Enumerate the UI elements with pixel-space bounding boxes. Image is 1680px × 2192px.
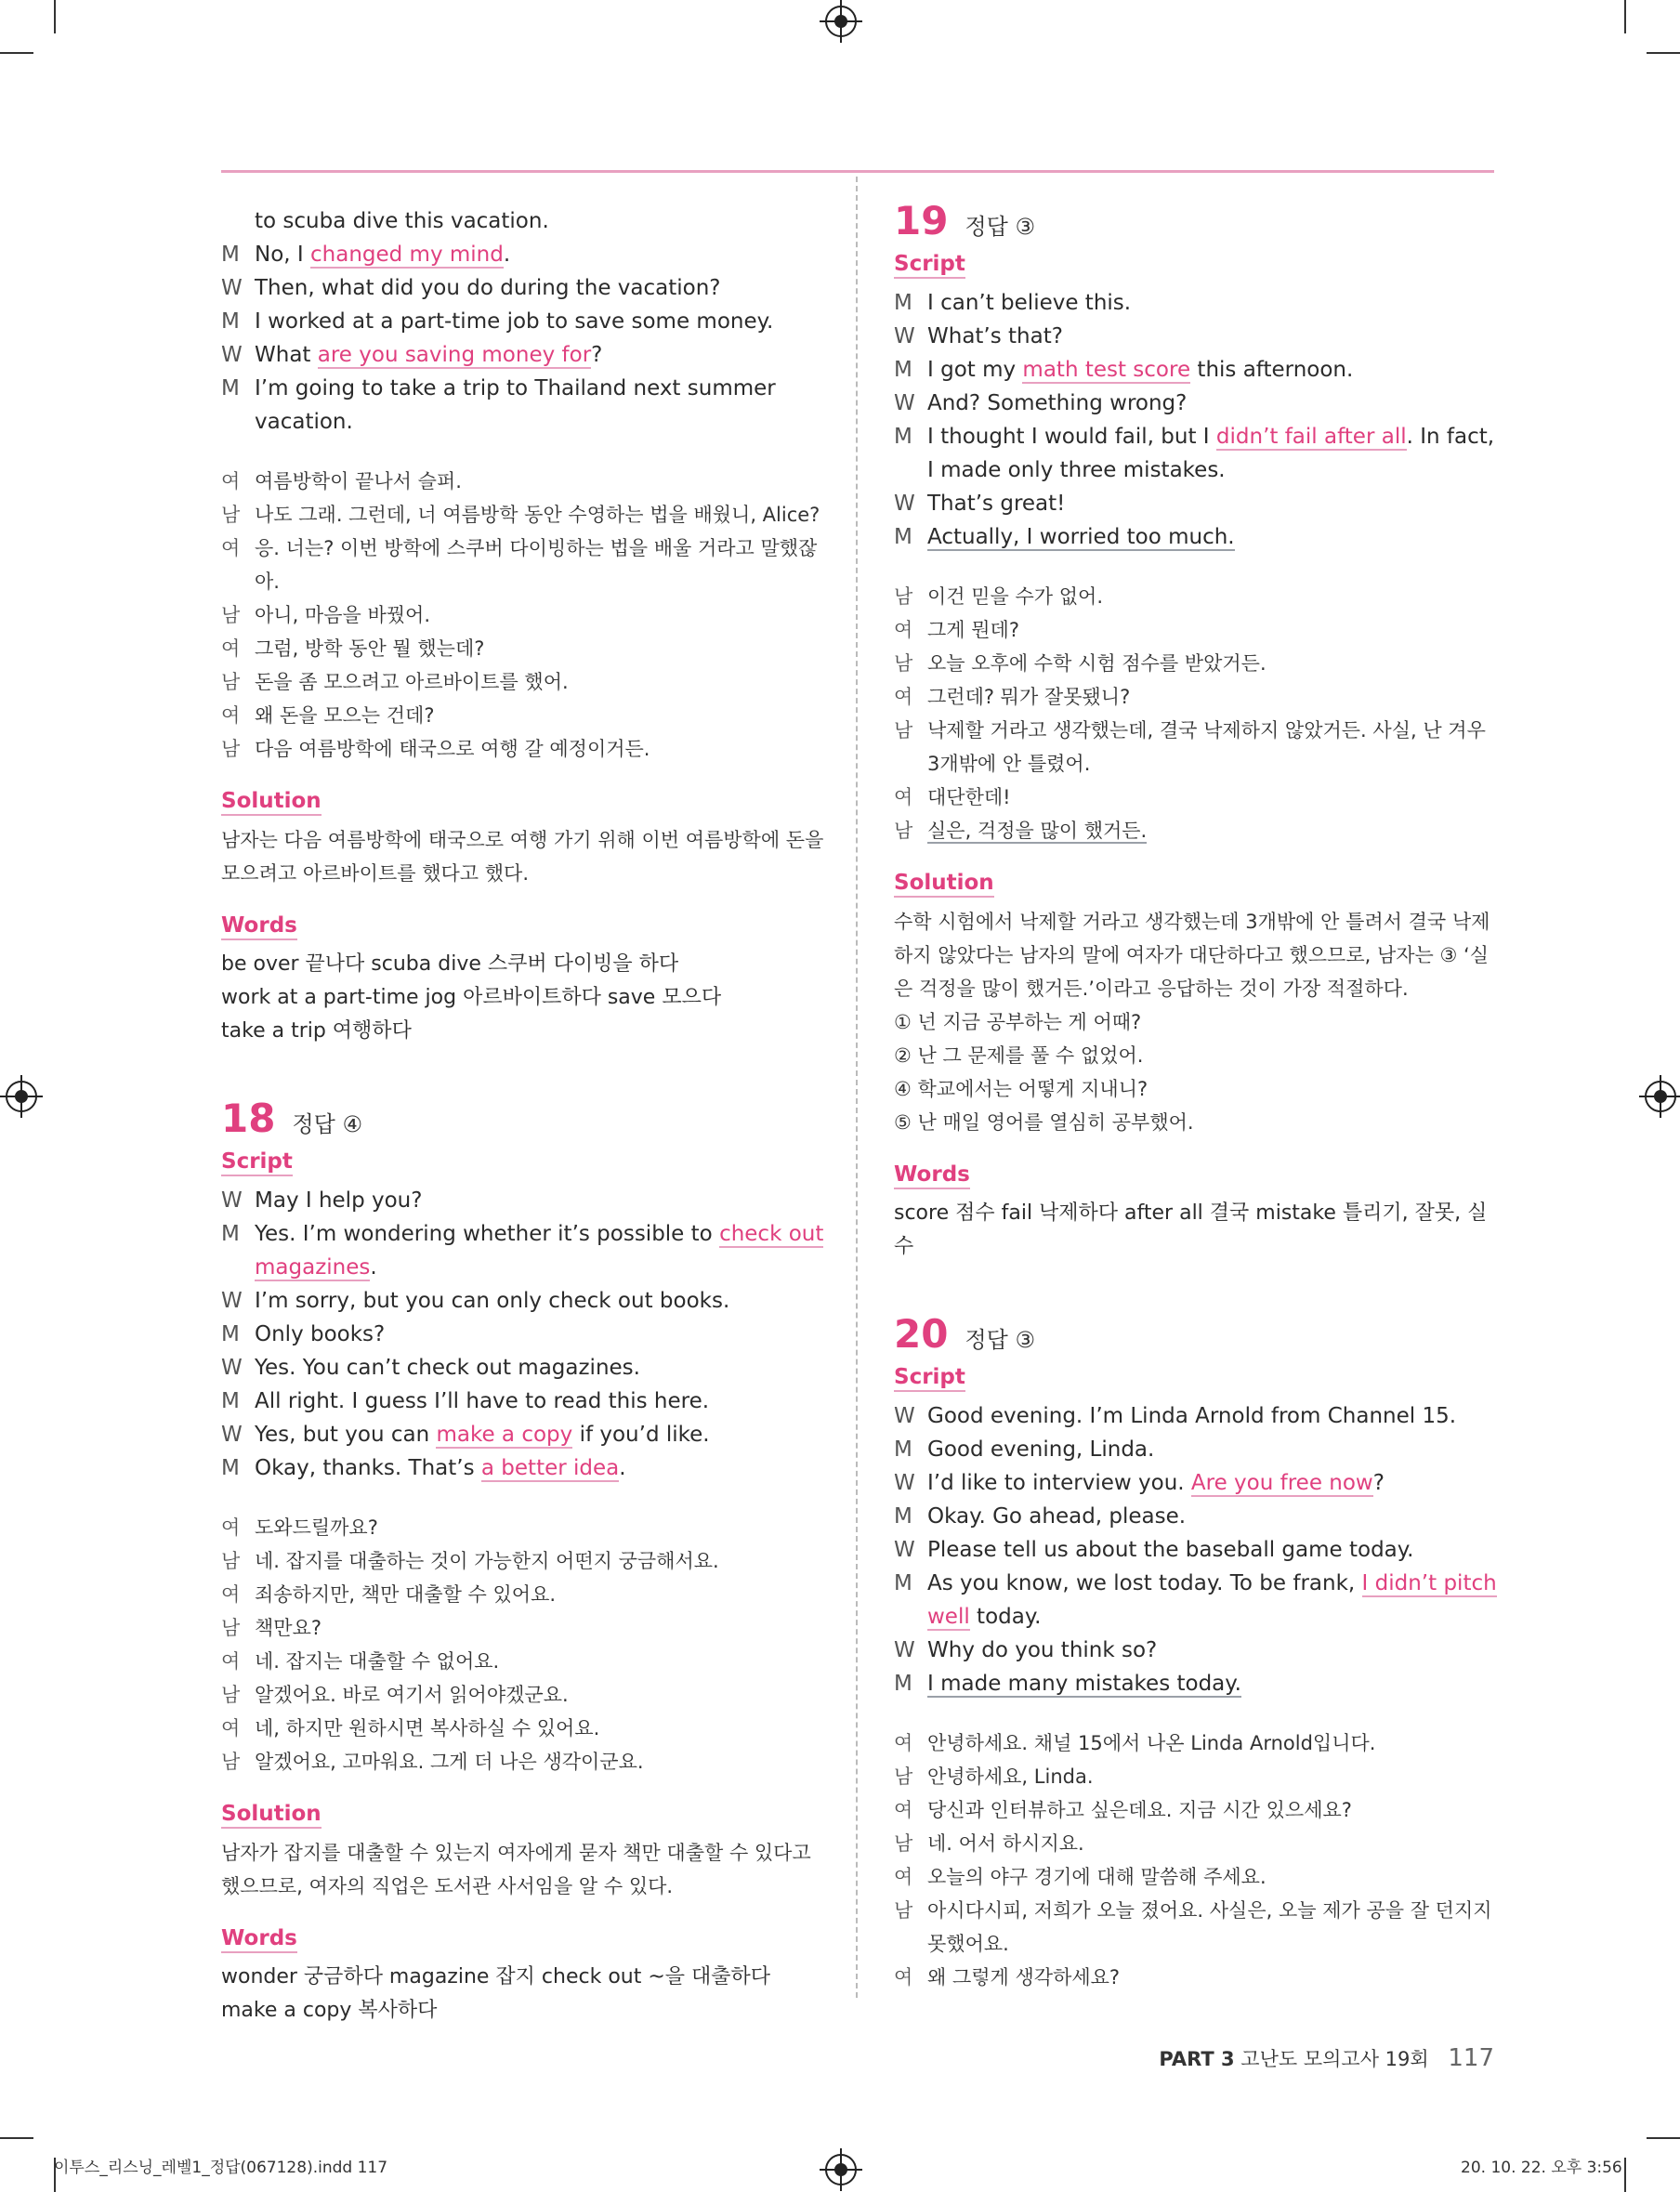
answer-highlight: didn’t fail after all — [1215, 425, 1407, 449]
dialog-line — [221, 305, 825, 338]
registration-mark-icon — [825, 6, 857, 37]
dialog-line — [894, 320, 1498, 353]
q18-solution-text: 남자가 잡지를 대출할 수 있는지 여자에게 묻자 책만 대출할 수 있다고 했으므로, 여자의 직업은 도서관 사서임을 알 수 있다. — [221, 1842, 811, 1897]
dialog-text: Yes, but you can — [255, 1423, 437, 1447]
list-item: take a trip 여행하다 — [221, 1019, 412, 1043]
translation-text: 오늘 오후에 수학 시험 점수를 받았거든. — [927, 652, 1267, 675]
dialog-line — [221, 372, 825, 439]
speaker-label: 남 — [221, 1751, 241, 1773]
translation-line — [894, 647, 1498, 680]
translation-text: 오늘의 야구 경기에 대해 말씀해 주세요. — [927, 1866, 1267, 1888]
translation-line — [221, 1611, 825, 1645]
translation-line — [221, 632, 825, 665]
dialog-text: ? — [1372, 1471, 1385, 1495]
dialog-text: I got my — [927, 358, 1023, 382]
speaker-label: 여 — [894, 1799, 913, 1821]
q19-words — [894, 1197, 1498, 1264]
speaker-label: W — [894, 1538, 915, 1562]
q17-solution-label: Solution — [221, 788, 322, 816]
q20-korean-translation — [894, 1726, 1498, 1994]
speaker-label: 남 — [894, 1832, 913, 1855]
dialog-line — [894, 1399, 1498, 1433]
dialog-text: this afternoon. — [1190, 358, 1354, 382]
answer-highlight: changed my mind — [310, 243, 504, 267]
translation-text: 실은, 걱정을 많이 했거든. — [927, 820, 1148, 842]
translation-text: 책만요? — [255, 1617, 322, 1639]
speaker-label: 남 — [894, 719, 913, 742]
q18-script — [221, 1184, 825, 1485]
translation-text: 나도 그래. 그런데, 너 여름방학 동안 수영하는 법을 배웠니, Alice? — [255, 504, 820, 526]
speaker-label: 남 — [221, 738, 241, 760]
q19-korean-translation — [894, 580, 1498, 847]
speaker-label: 여 — [221, 1583, 241, 1606]
answer-highlight: make a copy — [436, 1423, 573, 1447]
list-item: ① 넌 지금 공부하는 게 어때? — [894, 1011, 1142, 1033]
speaker-label: 여 — [221, 637, 241, 660]
speaker-label: M — [221, 243, 240, 267]
speaker-label: 남 — [221, 1550, 241, 1572]
q20-answer: 정답 ③ — [965, 1327, 1035, 1353]
left-column — [221, 204, 825, 2028]
speaker-label: M — [894, 358, 912, 382]
dialog-line — [894, 286, 1498, 320]
dialog-text: . — [503, 243, 511, 267]
translation-line — [221, 1544, 825, 1578]
translation-line — [221, 1645, 825, 1678]
dialog-text: Okay, thanks. That’s — [255, 1456, 481, 1480]
translation-text: 대단한데! — [927, 786, 1011, 808]
speaker-label: 여 — [221, 537, 241, 559]
dialog-text: . — [619, 1456, 626, 1480]
crop-mark — [54, 0, 56, 33]
dialog-text: No, I — [255, 243, 310, 267]
speaker-label: 여 — [221, 1516, 241, 1539]
speaker-label: 남 — [894, 652, 913, 675]
list-item: ② 난 그 문제를 풀 수 없었어. — [894, 1044, 1144, 1067]
q19-words-label: Words — [894, 1162, 970, 1189]
speaker-label: W — [221, 1356, 243, 1380]
dialog-line — [221, 1284, 825, 1318]
q19-header — [894, 198, 1498, 243]
speaker-label: W — [894, 324, 915, 348]
q17-words-label: Words — [221, 912, 297, 940]
speaker-label: M — [221, 1322, 240, 1346]
q18-solution-label: Solution — [221, 1801, 322, 1829]
translation-text: 도와드릴까요? — [255, 1516, 378, 1539]
speaker-label: 여 — [894, 619, 913, 641]
dialog-text: . In fact, I made only three mistakes. — [927, 425, 1495, 482]
speaker-label: 남 — [221, 604, 241, 626]
translation-text: 왜 그렇게 생각하세요? — [927, 1966, 1121, 1989]
speaker-label: M — [894, 1437, 912, 1462]
footer-title: 고난도 모의고사 19회 — [1240, 2048, 1429, 2070]
crop-mark — [0, 52, 33, 54]
answer-highlight: a better idea — [480, 1456, 620, 1480]
header-rule — [221, 170, 1494, 173]
translation-text: 돈을 좀 모으려고 아르바이트를 했어. — [255, 671, 569, 693]
translation-line — [221, 665, 825, 699]
answer-highlight: math test score — [1022, 358, 1191, 382]
translation-text: 죄송하지만, 책만 대출할 수 있어요. — [255, 1583, 557, 1606]
speaker-label: W — [221, 1289, 243, 1313]
translation-line — [221, 1511, 825, 1544]
speaker-label: 남 — [221, 504, 241, 526]
q17-script-continued — [221, 204, 825, 439]
speaker-label: W — [221, 343, 243, 367]
q19-script — [894, 286, 1498, 554]
translation-text: 이건 믿을 수가 없어. — [927, 585, 1103, 608]
page-footer — [1159, 2044, 1494, 2072]
dialog-text: As you know, we lost today. To be frank, — [927, 1571, 1362, 1595]
translation-text: 아시다시피, 저희가 오늘 졌어요. 사실은, 오늘 제가 공을 잘 던지지 못했어요. — [927, 1899, 1492, 1955]
q18-words — [221, 1961, 825, 2028]
dialog-text: All right. I guess I’ll have to read this here. — [255, 1389, 710, 1413]
translation-text: 낙제할 거라고 생각했는데, 결국 낙제하지 않았거든. 사실, 난 겨우 3개밖에 안 틀렸어. — [927, 719, 1486, 775]
dialog-line — [894, 1667, 1498, 1700]
speaker-label: M — [894, 1504, 912, 1529]
answer-highlight: are you saving money for — [317, 343, 592, 367]
speaker-label: M — [894, 1571, 912, 1595]
speaker-label: W — [894, 391, 915, 415]
translation-text: 네. 어서 하시지요. — [927, 1832, 1084, 1855]
crop-mark — [1647, 52, 1680, 54]
dialog-line — [221, 271, 825, 305]
translation-line — [221, 732, 825, 766]
q17-solution-text: 남자는 다음 여름방학에 태국으로 여행 가기 위해 이번 여름방학에 돈을 모으려고 아르바이트를 했다고 했다. — [221, 829, 824, 885]
translation-line — [221, 1678, 825, 1712]
list-item: score 점수 fail 낙제하다 after all 결국 mistake 틀리기, 잘못, 실수 — [894, 1201, 1488, 1258]
speaker-label: W — [221, 1188, 243, 1213]
speaker-label: W — [894, 1471, 915, 1495]
crop-mark — [1624, 2158, 1626, 2192]
q19-solution-label: Solution — [894, 870, 994, 898]
speaker-label: 여 — [221, 470, 241, 492]
speaker-label: M — [221, 309, 240, 334]
dialog-text: Yes. I’m wondering whether it’s possible to — [255, 1222, 720, 1246]
speaker-label: 여 — [894, 786, 913, 808]
speaker-label: 남 — [894, 820, 913, 842]
q19-options — [894, 1005, 1498, 1139]
speaker-label: M — [221, 1456, 240, 1480]
speaker-label: 남 — [221, 1684, 241, 1706]
translation-text: 안녕하세요. 채널 15에서 나온 Linda Arnold입니다. — [927, 1732, 1376, 1754]
speaker-label: 여 — [221, 1650, 241, 1673]
dialog-text: Okay. Go ahead, please. — [927, 1504, 1187, 1529]
speaker-label: W — [894, 492, 915, 516]
registration-mark-icon — [825, 2154, 857, 2185]
dialog-text: . — [370, 1255, 377, 1280]
speaker-label: M — [894, 525, 912, 549]
dialog-text: Only books? — [255, 1322, 386, 1346]
dialog-text: Good evening, Linda. — [927, 1437, 1155, 1462]
speaker-label: 남 — [221, 671, 241, 693]
translation-line — [221, 465, 825, 498]
dialog-text: Good evening. I’m Linda Arnold from Channel 15. — [927, 1404, 1457, 1428]
translation-line — [894, 680, 1498, 714]
translation-line — [221, 532, 825, 598]
translation-line — [221, 1578, 825, 1611]
list-item: ④ 학교에서는 어떻게 지내니? — [894, 1078, 1148, 1100]
speaker-label: 남 — [894, 585, 913, 608]
dialog-line — [221, 1418, 825, 1451]
translation-text: 알겠어요. 바로 여기서 읽어야겠군요. — [255, 1684, 569, 1706]
translation-line — [894, 814, 1498, 847]
dialog-text: to scuba dive this vacation. — [255, 209, 549, 233]
translation-text: 응. 너는? 이번 방학에 스쿠버 다이빙하는 법을 배울 거라고 말했잖아. — [255, 537, 818, 593]
crop-mark — [0, 2137, 33, 2139]
registration-mark-icon — [1645, 1081, 1676, 1112]
underlined-answer: Actually, I worried too much. — [927, 525, 1235, 549]
speaker-label: M — [894, 291, 912, 315]
answer-highlight: check out magazines — [255, 1222, 824, 1280]
dialog-line — [894, 353, 1498, 387]
q20-header — [894, 1311, 1498, 1357]
q18-header — [221, 1096, 825, 1141]
dialog-text: if you’d like. — [572, 1423, 710, 1447]
dialog-line — [894, 520, 1498, 554]
dialog-line — [221, 1318, 825, 1351]
translation-line — [894, 580, 1498, 613]
dialog-line — [221, 338, 825, 372]
dialog-text: Yes. You can’t check out magazines. — [255, 1356, 640, 1380]
translation-line — [894, 714, 1498, 781]
dialog-line — [221, 1217, 825, 1284]
speaker-label: 여 — [221, 1717, 241, 1739]
dialog-line — [894, 1634, 1498, 1667]
dialog-text: That’s great! — [927, 492, 1066, 516]
list-item: ⑤ 난 매일 영어를 열심히 공부했어. — [894, 1111, 1194, 1134]
dialog-text: ? — [591, 343, 603, 367]
q18-korean-translation — [221, 1511, 825, 1779]
q18-words-label: Words — [221, 1925, 297, 1953]
dialog-text: What — [255, 343, 318, 367]
footer-part: PART 3 — [1159, 2048, 1235, 2070]
translation-line — [221, 498, 825, 532]
speaker-label: M — [221, 1389, 240, 1413]
slug-date: 20. 10. 22. 오후 3:56 — [1461, 2159, 1622, 2177]
dialog-line — [894, 1567, 1498, 1634]
translation-text: 안녕하세요, Linda. — [927, 1765, 1094, 1788]
translation-line — [894, 1894, 1498, 1961]
translation-text: 네. 잡지는 대출할 수 없어요. — [255, 1650, 500, 1673]
q20-number: 20 — [894, 1311, 949, 1357]
translation-line — [894, 1860, 1498, 1894]
translation-line — [221, 598, 825, 632]
translation-line — [894, 1827, 1498, 1860]
dialog-text: What’s that? — [927, 324, 1063, 348]
registration-mark-icon — [6, 1081, 37, 1112]
speaker-label: W — [221, 1423, 243, 1447]
right-column — [894, 198, 1498, 1994]
q20-script-label: Script — [894, 1364, 965, 1392]
speaker-label: W — [894, 1404, 915, 1428]
page-number: 117 — [1448, 2044, 1494, 2072]
translation-line — [221, 1745, 825, 1779]
translation-text: 그게 뭔데? — [927, 619, 1019, 641]
translation-text: 당신과 인터뷰하고 싶은데요. 지금 시간 있으세요? — [927, 1799, 1352, 1821]
speaker-label: M — [894, 1672, 912, 1696]
q18-answer: 정답 ④ — [292, 1111, 362, 1137]
dialog-line — [221, 238, 825, 271]
speaker-label: M — [894, 425, 912, 449]
translation-line — [894, 781, 1498, 814]
translation-text: 그럼, 방학 동안 뭘 했는데? — [255, 637, 485, 660]
slug-file: 이투스_리스닝_레벨1_정답(067128).indd 117 — [54, 2159, 388, 2177]
speaker-label: 여 — [221, 704, 241, 727]
dialog-text: I’m going to take a trip to Thailand next summer vacation. — [255, 376, 776, 434]
translation-text: 여름방학이 끝나서 슬퍼. — [255, 470, 462, 492]
list-item: wonder 궁금하다 magazine 잡지 check out ~을 대출하다 — [221, 1965, 771, 1989]
q20-script — [894, 1399, 1498, 1700]
dialog-text: I worked at a part-time job to save some money. — [255, 309, 774, 334]
dialog-line — [221, 204, 825, 238]
dialog-text: I can’t believe this. — [927, 291, 1132, 315]
dialog-text: May I help you? — [255, 1188, 423, 1213]
dialog-line — [221, 1451, 825, 1485]
dialog-line — [894, 487, 1498, 520]
q19-answer: 정답 ③ — [965, 214, 1035, 240]
dialog-line — [894, 1466, 1498, 1500]
column-divider — [856, 177, 858, 1998]
dialog-text: Why do you think so? — [927, 1638, 1158, 1662]
dialog-text: Then, what did you do during the vacation? — [255, 276, 721, 300]
answer-highlight: I didn’t pitch well — [927, 1571, 1497, 1629]
speaker-label: 남 — [894, 1765, 913, 1788]
answer-highlight: Are you free now — [1190, 1471, 1373, 1495]
speaker-label: 남 — [221, 1617, 241, 1639]
dialog-text: And? Something wrong? — [927, 391, 1188, 415]
underlined-answer: I made many mistakes today. — [927, 1672, 1241, 1696]
translation-text: 왜 돈을 모으는 건데? — [255, 704, 435, 727]
speaker-label: M — [221, 376, 240, 400]
dialog-line — [894, 1533, 1498, 1567]
dialog-text: I thought I would fail, but I — [927, 425, 1216, 449]
translation-text: 네. 잡지를 대출하는 것이 가능한지 어떤지 궁금해서요. — [255, 1550, 719, 1572]
translation-text: 아니, 마음을 바꿨어. — [255, 604, 430, 626]
q19-solution-text: 수학 시험에서 낙제할 거라고 생각했는데 3개밖에 안 틀려서 결국 낙제하지 않았다는 남자의 말에 여자가 대단하다고 했으므로, 남자는 ③ ‘실은 걱정을 많이 했거든.’이라고 응답하는 것이 가장 적절하다. — [894, 911, 1490, 1000]
dialog-line — [221, 1351, 825, 1385]
speaker-label: 남 — [894, 1899, 913, 1922]
crop-mark — [1647, 2137, 1680, 2139]
speaker-label: W — [221, 276, 243, 300]
dialog-line — [894, 387, 1498, 420]
translation-line — [894, 1961, 1498, 1994]
dialog-text: I’m sorry, but you can only check out books. — [255, 1289, 730, 1313]
dialog-line — [221, 1184, 825, 1217]
speaker-label: 여 — [894, 686, 913, 708]
translation-line — [894, 1760, 1498, 1793]
speaker-label: M — [221, 1222, 240, 1246]
translation-line — [894, 1726, 1498, 1760]
dialog-line — [894, 1433, 1498, 1466]
dialog-text: today. — [969, 1605, 1042, 1629]
speaker-label: 여 — [894, 1966, 913, 1989]
translation-text: 알겠어요, 고마워요. 그게 더 나은 생각이군요. — [255, 1751, 644, 1773]
translation-text: 그런데? 뭐가 잘못됐니? — [927, 686, 1131, 708]
dialog-text: I’d like to interview you. — [927, 1471, 1191, 1495]
dialog-text: Please tell us about the baseball game today. — [927, 1538, 1414, 1562]
translation-line — [221, 699, 825, 732]
q18-script-label: Script — [221, 1149, 293, 1176]
translation-text: 다음 여름방학에 태국으로 여행 갈 예정이거든. — [255, 738, 650, 760]
list-item: work at a part-time jog 아르바이트하다 save 모으다 — [221, 986, 722, 1009]
crop-mark — [1624, 0, 1626, 33]
list-item: make a copy 복사하다 — [221, 1999, 438, 2022]
q19-script-label: Script — [894, 251, 965, 279]
q19-number: 19 — [894, 198, 949, 243]
q17-words — [221, 948, 825, 1048]
q17-korean-translation — [221, 465, 825, 766]
dialog-line — [894, 420, 1498, 487]
q18-number: 18 — [221, 1096, 276, 1141]
translation-line — [221, 1712, 825, 1745]
dialog-line — [894, 1500, 1498, 1533]
translation-line — [894, 1793, 1498, 1827]
dialog-line — [221, 1385, 825, 1418]
speaker-label: W — [894, 1638, 915, 1662]
speaker-label: 여 — [894, 1732, 913, 1754]
speaker-label: 여 — [894, 1866, 913, 1888]
translation-text: 네, 하지만 원하시면 복사하실 수 있어요. — [255, 1717, 600, 1739]
list-item: be over 끝나다 scuba dive 스쿠버 다이빙을 하다 — [221, 952, 679, 976]
translation-line — [894, 613, 1498, 647]
